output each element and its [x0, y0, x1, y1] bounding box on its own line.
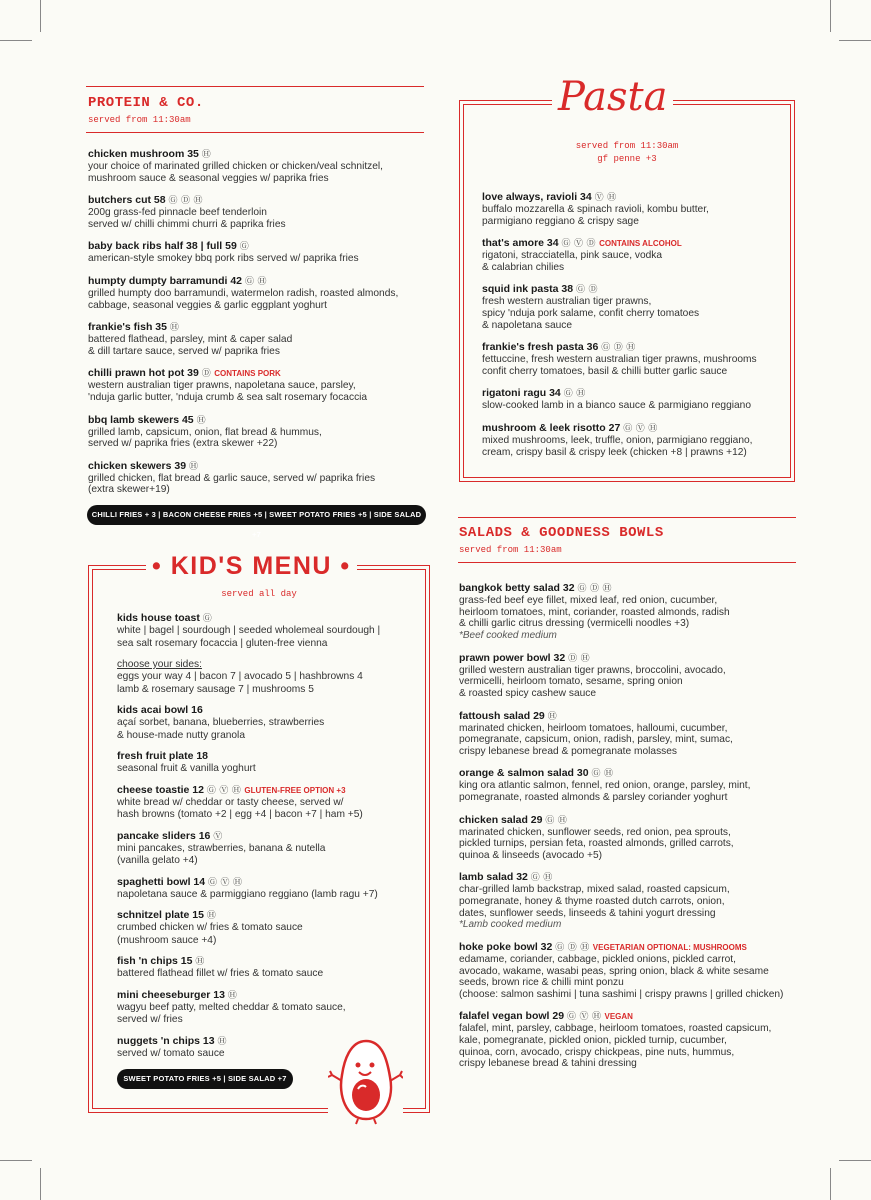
menu-item-note: *Beef cooked medium: [459, 629, 557, 641]
menu-item-name: frankie's fresh pasta 36: [482, 341, 599, 354]
menu-item-desc: fettuccine, fresh western australian tiger prawns, mushrooms confit cherry tomatoes, basil & chilli butter garlic sauce: [482, 354, 757, 377]
menu-item-name: bangkok betty salad 32: [459, 582, 575, 594]
dietary-icons: Ⓓ: [201, 368, 212, 379]
kids-list: [117, 612, 417, 1068]
dietary-icons: Ⓖ Ⓓ: [575, 284, 598, 295]
menu-item-desc: grilled lamb, capsicum, onion, flat bread & hummus, served w/ paprika fries (extra skewer +22): [88, 426, 322, 450]
menu-item-name: orange & salmon salad 30: [459, 767, 589, 780]
menu-item-desc: grilled chicken, flat bread & garlic sauce, served w/ paprika fries (extra skewer+19): [88, 472, 376, 496]
dietary-icons: Ⓖ Ⓥ Ⓗ: [206, 784, 242, 795]
dietary-icons: Ⓗ: [217, 1035, 228, 1046]
dietary-icons: Ⓖ Ⓗ: [530, 872, 553, 883]
menu-item-tag: VEGAN: [604, 1012, 633, 1022]
dietary-icons: Ⓗ: [227, 989, 238, 1000]
dietary-icons: Ⓗ: [195, 956, 205, 966]
menu-item: [482, 237, 787, 273]
menu-item-desc: wagyu beef patty, melted cheddar & tomato sauce, served w/ fries: [117, 1001, 346, 1025]
menu-item-desc: edamame, coriander, cabbage, pickled onions, pickled carrot, avocado, wakame, wasabi peas, spring onion, black & white sesame seeds, brown rice & chilli mint ponzu (choose: salmon sashimi | tuna sashimi | crispy prawns | grilled chicken): [459, 954, 784, 1000]
section-rule: [86, 132, 424, 133]
menu-item: [88, 240, 428, 265]
menu-item: [117, 989, 417, 1027]
dietary-icons: Ⓗ: [547, 710, 558, 721]
menu-item-name: that's amore 34: [482, 237, 559, 250]
menu-item-name: prawn power bowl 32: [459, 651, 566, 664]
menu-item-desc: buffalo mozzarella & spinach ravioli, kombu butter, parmigiano reggiano & crispy sage: [482, 204, 709, 227]
menu-item-name: schnitzel plate 15: [117, 909, 204, 921]
menu-item-name: butchers cut 58: [88, 194, 166, 207]
section-rule: [458, 562, 796, 563]
menu-item: [117, 955, 417, 981]
menu-item: [88, 148, 428, 184]
dietary-icons: Ⓖ Ⓥ Ⓓ: [561, 238, 597, 249]
menu-item-name: bbq lamb skewers 45: [88, 413, 194, 426]
menu-item-name: fresh fruit plate 18: [117, 750, 209, 762]
menu-item-tag: CONTAINS ALCOHOL: [599, 239, 682, 249]
avocado-mascot-icon: [328, 1035, 403, 1125]
menu-item-name: baby back ribs half 38 | full 59: [88, 240, 237, 253]
dietary-icons: Ⓖ Ⓗ: [563, 388, 586, 399]
kids-items: [117, 704, 417, 1060]
menu-item: [88, 414, 428, 450]
menu-item-name: mushroom & leek risotto 27: [482, 421, 621, 434]
dietary-icons: Ⓗ: [201, 149, 212, 159]
menu-item: [482, 283, 787, 331]
dietary-icons: Ⓖ Ⓗ: [591, 768, 614, 779]
menu-item-name: frankie's fish 35: [88, 321, 167, 334]
menu-item: [88, 367, 428, 403]
menu-item-name: hoke poke bowl 32: [459, 941, 553, 954]
dietary-icons: Ⓖ Ⓓ Ⓗ: [601, 342, 636, 353]
menu-item-desc: char-grilled lamb backstrap, mixed salad, roasted capsicum, pomegranate, honey & thyme roasted dutch carrots, onion, dates, sunflower seeds, linseeds & tahini yogurt dressing: [459, 884, 730, 919]
menu-item-tag: VEGETARIAN OPTIONAL: MUSHROOMS: [592, 943, 747, 953]
menu-item: [459, 941, 799, 1000]
menu-item-name: chicken mushroom 35: [88, 148, 199, 160]
dietary-icons: Ⓗ: [206, 910, 217, 920]
menu-item-name: humpty dumpty barramundi 42: [88, 274, 243, 287]
crop-mark: [830, 0, 831, 32]
menu-item-desc: western australian tiger prawns, napoletana sauce, parsley, 'nduja garlic butter, 'nduja crumb & sea salt rosemary focaccia: [88, 380, 368, 403]
dietary-icons: Ⓖ Ⓥ Ⓗ: [208, 876, 243, 887]
dietary-icons: Ⓖ: [239, 241, 250, 252]
menu-item-name: chicken salad 29: [459, 813, 543, 826]
menu-item-desc: grass-fed beef eye fillet, mixed leaf, red onion, cucumber, heirloom tomatoes, mint, coriander, roasted almonds, radish & chilli garlic citrus dressing (vermicelli noodles +3): [459, 595, 730, 630]
menu-item-desc: rigatoni, stracciatella, pink sauce, vodka & calabrian chilies: [482, 250, 663, 273]
menu-item: [459, 767, 799, 803]
kids-title: • KID'S MENU •: [146, 552, 357, 581]
menu-item: [117, 909, 417, 947]
menu-item-note: *Lamb cooked medium: [459, 919, 562, 931]
dietary-icons: Ⓥ: [213, 830, 223, 841]
menu-item-desc: seasonal fruit & vanilla yoghurt: [117, 763, 256, 774]
pasta-title: Pasta: [552, 74, 673, 120]
protein-served: served from 11:30am: [88, 115, 191, 125]
kids-sides-pill: SWEET POTATO FRIES +5 | SIDE SALAD +7: [117, 1069, 293, 1089]
protein-list: [88, 148, 428, 506]
menu-item: [482, 341, 787, 377]
menu-item: [88, 460, 428, 496]
menu-item-name: falafel vegan bowl 29: [459, 1010, 565, 1023]
menu-item-desc: american-style smokey bbq pork ribs served w/ paprika fries: [88, 253, 359, 265]
menu-item-desc: served w/ tomato sauce: [117, 1047, 225, 1059]
menu-item-desc: fresh western australian tiger prawns, spicy 'nduja pork salame, confit cherry tomatoes & napoletana sauce: [482, 296, 700, 331]
salads-served: served from 11:30am: [459, 545, 562, 555]
menu-item: [88, 194, 428, 230]
menu-item-desc: mixed mushrooms, leek, truffle, onion, parmigiano reggiano, cream, crispy basil & crispy leek (chicken +8 | prawns +12): [482, 434, 753, 458]
menu-item-desc: marinated chicken, heirloom tomatoes, halloumi, cucumber, pomegranate, capsicum, onion, radish, parsley, mint, sumac, crispy lebanese bread & pomegranate molasses: [459, 722, 733, 757]
menu-item-desc: 200g grass-fed pinnacle beef tenderloin served w/ chilli chimmi churri & paprika fries: [88, 207, 286, 230]
menu-item-name: fish 'n chips 15: [117, 955, 193, 967]
salads-title: SALADS & GOODNESS BOWLS: [459, 525, 664, 541]
kids-toast-name: kids house toast: [117, 612, 200, 624]
menu-item-name: chilli prawn hot pot 39: [88, 367, 199, 380]
menu-item-name: fattoush salad 29: [459, 709, 545, 722]
dietary-icons: Ⓖ Ⓓ Ⓗ: [555, 942, 590, 953]
menu-item: [117, 750, 417, 776]
menu-item-tag: GLUTEN-FREE OPTION +3: [244, 785, 346, 795]
menu-item-name: lamb salad 32: [459, 871, 528, 884]
menu-item-name: squid ink pasta 38: [482, 283, 574, 296]
menu-item-name: love always, ravioli 34: [482, 191, 592, 203]
menu-item: [459, 1010, 799, 1069]
menu-item-desc: grilled western australian tiger prawns, broccolini, avocado, vermicelli, heirloom tomato, sesame, spring onion & roasted spicy cashew sauce: [459, 664, 726, 699]
menu-item: [459, 814, 799, 862]
menu-item: [482, 422, 787, 458]
kids-toast-desc: white | bagel | sourdough | seeded wholemeal sourdough | sea salt rosemary focaccia | gluten-free vienna: [117, 625, 381, 649]
menu-item-name: spaghetti bowl 14: [117, 875, 206, 888]
menu-item-desc: napoletana sauce & parmiggiano reggiano (lamb ragu +7): [117, 888, 378, 900]
dietary-icons: Ⓥ Ⓗ: [594, 192, 617, 202]
salads-list: [459, 582, 799, 1080]
dietary-icons: Ⓗ: [196, 414, 207, 425]
menu-item-desc: crumbed chicken w/ fries & tomato sauce (mushroom sauce +4): [117, 922, 303, 946]
menu-item-desc: mini pancakes, strawberries, banana & nutella (vanilla gelato +4): [117, 842, 326, 866]
menu-item: [117, 784, 417, 822]
dietary-icons: Ⓖ Ⓗ: [545, 814, 568, 825]
dietary-icons: Ⓓ Ⓗ: [568, 652, 591, 663]
menu-item-desc: açaí sorbet, banana, blueberries, strawberries & house-made nutty granola: [117, 717, 325, 741]
menu-item: [482, 191, 787, 227]
menu-item-desc: your choice of marinated grilled chicken or chicken/veal schnitzel, mushroom sauce & seasonal veggies w/ paprika fries: [88, 161, 384, 184]
crop-mark: [839, 1160, 871, 1161]
crop-mark: [40, 0, 41, 32]
menu-item: [88, 275, 428, 311]
protein-title: PROTEIN & CO.: [88, 95, 204, 111]
menu-item-name: pancake sliders 16: [117, 829, 211, 842]
kids-served: served all day: [221, 589, 297, 599]
pasta-gf-note: gf penne +3: [597, 154, 657, 164]
menu-item: [459, 710, 799, 758]
protein-sides-pill: CHILLI FRIES + 3 | BACON CHEESE FRIES +5 | SWEET POTATO FRIES +5 | SIDE SALAD +7: [87, 505, 426, 525]
menu-item-tag: CONTAINS PORK: [214, 369, 281, 379]
crop-mark: [0, 40, 32, 41]
sides-label: choose your sides:: [117, 659, 202, 670]
menu-item-name: mini cheeseburger 13: [117, 988, 225, 1001]
menu-item: [117, 704, 417, 742]
crop-mark: [830, 1168, 831, 1200]
dietary-icons: Ⓖ Ⓥ Ⓗ: [623, 422, 658, 433]
menu-item-desc: battered flathead, parsley, mint & caper salad & dill tartare sauce, served w/ paprika fries: [88, 334, 293, 357]
menu-item: [88, 321, 428, 357]
dietary-icons: Ⓖ Ⓥ Ⓗ: [566, 1011, 602, 1022]
menu-item-desc: falafel, mint, parsley, cabbage, heirloom tomatoes, roasted capsicum, kale, pomegranate, pickled onion, pickled turnip, cucumber, quinoa, corn, avocado, crispy chickpeas, pine nuts, hummus, crispy lebanese bread & tahini dressing: [459, 1023, 772, 1070]
menu-item-desc: white bread w/ cheddar or tasty cheese, served w/ hash browns (tomato +2 | egg +4 | bacon +7 | ham +5): [117, 796, 363, 820]
dietary-icons: Ⓗ: [169, 322, 180, 333]
menu-item: [459, 652, 799, 700]
section-rule: [86, 86, 424, 87]
dietary-icons: Ⓖ Ⓗ: [244, 275, 267, 286]
dietary-icons: Ⓖ: [202, 613, 213, 623]
dietary-icons: Ⓖ Ⓓ Ⓗ: [168, 195, 204, 206]
crop-mark: [40, 1168, 41, 1200]
menu-item-desc: king ora atlantic salmon, fennel, red onion, orange, parsley, mint, pomegranate, roasted almonds & parsley coriander yoghurt: [459, 780, 751, 803]
menu-item: [459, 582, 799, 642]
menu-item-desc: grilled humpty doo barramundi, watermelon radish, roasted almonds, cabbage, seasonal veggies & garlic eggplant yoghurt: [88, 287, 399, 311]
section-rule: [458, 517, 796, 518]
menu-item-name: kids acai bowl 16: [117, 704, 203, 716]
pasta-list: [482, 191, 787, 468]
menu-item: [482, 387, 787, 412]
crop-mark: [839, 40, 871, 41]
menu-item-desc: marinated chicken, sunflower seeds, red onion, pea sprouts, pickled turnips, persian feta, roasted almonds, grilled carrots, quinoa & linseeds (avocado +5): [459, 826, 734, 861]
menu-item-name: chicken skewers 39: [88, 459, 187, 472]
menu-item-desc: battered flathead fillet w/ fries & tomato sauce: [117, 968, 324, 979]
menu-item: [459, 871, 799, 931]
menu-item: [117, 830, 417, 868]
menu-item-desc: slow-cooked lamb in a bianco sauce & parmigiano reggiano: [482, 400, 751, 412]
kids-toast-item: [117, 612, 417, 650]
menu-item-name: rigatoni ragu 34: [482, 387, 561, 400]
menu-item-name: cheese toastie 12: [117, 783, 204, 796]
menu-item: [117, 876, 417, 902]
pasta-served: served from 11:30am: [575, 141, 679, 151]
dietary-icons: Ⓖ Ⓓ Ⓗ: [577, 583, 612, 593]
menu-item-name: nuggets 'n chips 13: [117, 1034, 215, 1047]
sides-list: eggs your way 4 | bacon 7 | avocado 5 | hashbrowns 4 lamb & rosemary sausage 7 | mushrooms 5: [117, 671, 363, 695]
dietary-icons: Ⓗ: [189, 460, 199, 471]
crop-mark: [0, 1160, 32, 1161]
